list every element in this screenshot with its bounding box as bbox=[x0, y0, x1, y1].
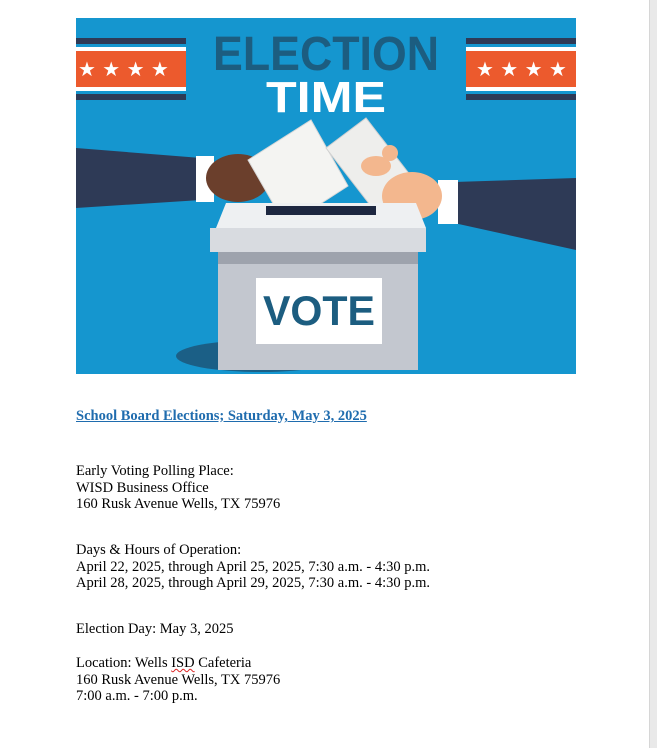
election-day-line: Election Day: May 3, 2025 bbox=[76, 621, 234, 637]
location-suffix: Cafeteria bbox=[194, 655, 252, 671]
election-heading-link[interactable]: School Board Elections; Saturday, May 3, 2025 bbox=[76, 408, 367, 424]
banner-title-time: TIME bbox=[266, 73, 386, 122]
right-stars-banner bbox=[466, 38, 576, 100]
early-voting-label: Early Voting Polling Place: bbox=[76, 463, 234, 479]
election-banner-image bbox=[76, 18, 576, 374]
location-prefix: Location: Wells bbox=[76, 655, 172, 671]
hours-label: Days & Hours of Operation: bbox=[76, 542, 242, 558]
early-voting-place: WISD Business Office bbox=[76, 479, 209, 496]
hours-line-1: April 22, 2025, through April 25, 2025, 7:30 a.m. - 4:30 p.m. bbox=[76, 558, 431, 575]
hours-section bbox=[76, 542, 430, 592]
svg-text:★ ★ ★ ★: ★ ★ ★ ★ bbox=[476, 57, 567, 81]
early-voting-section bbox=[76, 463, 280, 513]
location-isd-word: ISD bbox=[171, 655, 195, 671]
banner-title-election: ELECTION bbox=[213, 28, 439, 81]
location-address: 160 Rusk Avenue Wells, TX 75976 bbox=[76, 671, 281, 688]
location-line bbox=[76, 655, 280, 672]
location-section bbox=[76, 655, 280, 705]
ballot-box-illustration bbox=[76, 18, 576, 374]
hours-line-2: April 28, 2025, through April 29, 2025, 7:30 a.m. - 4:30 p.m. bbox=[76, 575, 431, 591]
page-scroll-edge bbox=[649, 0, 657, 748]
box-vote-label: VOTE bbox=[263, 287, 375, 334]
location-hours: 7:00 a.m. - 7:00 p.m. bbox=[76, 688, 198, 704]
svg-text:★ ★ ★ ★: ★ ★ ★ ★ bbox=[78, 57, 169, 81]
election-day-section bbox=[76, 621, 233, 638]
left-stars-banner bbox=[76, 38, 186, 100]
early-voting-address: 160 Rusk Avenue Wells, TX 75976 bbox=[76, 496, 281, 512]
